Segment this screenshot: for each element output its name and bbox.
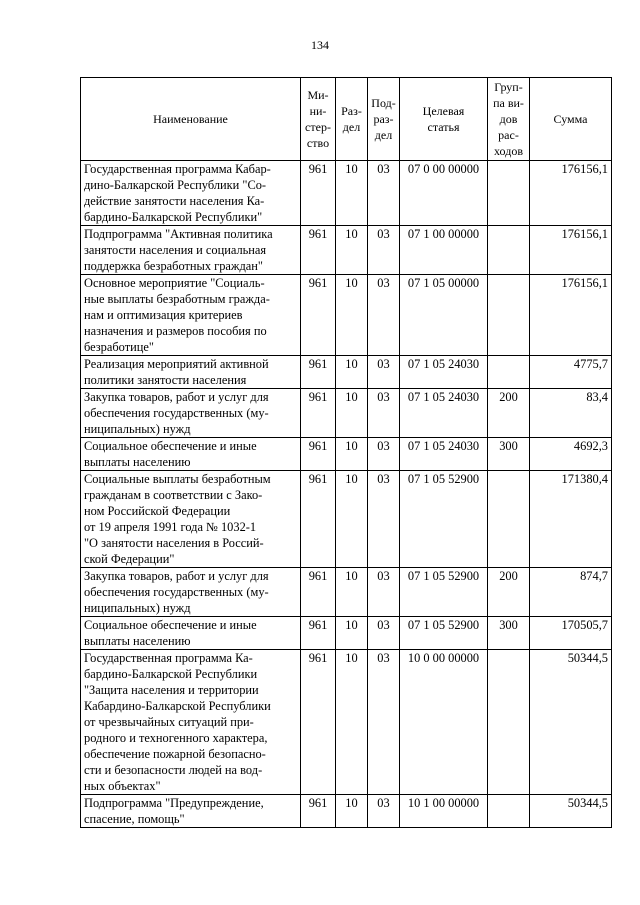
row-name-line: Социальные выплаты безработным [84, 472, 271, 486]
row-name-line: ном Российской Федерации [84, 504, 231, 518]
row-sum: 874,7 [530, 568, 612, 617]
header-line: дел [374, 128, 393, 142]
row-subsection: 03 [368, 617, 400, 650]
row-section: 10 [336, 795, 368, 828]
row-name-line: поддержка безработных граждан" [84, 259, 263, 273]
row-subsection: 03 [368, 226, 400, 275]
header-line: дел [342, 120, 361, 134]
row-name-line: Закупка товаров, работ и услуг для [84, 569, 269, 583]
row-name [81, 275, 301, 356]
row-subsection: 03 [368, 568, 400, 617]
row-name-line: занятости населения и социальная [84, 243, 267, 257]
row-expense-group [488, 161, 530, 226]
row-section: 10 [336, 568, 368, 617]
row-subsection: 03 [368, 650, 400, 795]
table-header-row [81, 78, 612, 161]
header-line: рас- [498, 128, 519, 142]
row-name [81, 389, 301, 438]
row-target-article: 07 1 05 24030 [400, 389, 488, 438]
row-target-article: 07 1 05 52900 [400, 568, 488, 617]
row-name [81, 795, 301, 828]
row-ministry: 961 [301, 617, 336, 650]
row-target-article: 07 1 05 24030 [400, 438, 488, 471]
row-name-line: дино-Балкарской Республики "Со- [84, 178, 267, 192]
row-ministry: 961 [301, 568, 336, 617]
table-row [81, 795, 612, 828]
header-line: стер- [305, 120, 331, 134]
row-name-line: назначения и размеров пособия по [84, 324, 267, 338]
row-sum: 50344,5 [530, 795, 612, 828]
row-sum: 171380,4 [530, 471, 612, 568]
row-expense-group [488, 356, 530, 389]
row-section: 10 [336, 389, 368, 438]
row-name-line: ниципальных) нужд [84, 422, 191, 436]
row-sum: 176156,1 [530, 161, 612, 226]
row-name [81, 650, 301, 795]
row-sum: 83,4 [530, 389, 612, 438]
row-name-line: обеспечения государственных (му- [84, 406, 269, 420]
row-section: 10 [336, 275, 368, 356]
row-name-line: бардино-Балкарской Республики [84, 667, 258, 681]
row-subsection: 03 [368, 438, 400, 471]
row-name-line: ных объектах" [84, 779, 161, 793]
row-name-line: Социальное обеспечение и иные [84, 618, 257, 632]
row-name-line: "Защита населения и территории [84, 683, 259, 697]
table-row [81, 356, 612, 389]
row-subsection: 03 [368, 161, 400, 226]
row-name-line: Государственная программа Ка- [84, 651, 253, 665]
row-expense-group: 300 [488, 438, 530, 471]
row-target-article: 07 1 05 52900 [400, 471, 488, 568]
row-expense-group [488, 275, 530, 356]
row-name-line: Государственная программа Кабар- [84, 162, 271, 176]
row-name-line: от 19 апреля 1991 года № 1032-1 [84, 520, 257, 534]
table-row [81, 438, 612, 471]
row-name [81, 438, 301, 471]
header-line: ни- [309, 104, 327, 118]
row-target-article: 07 1 00 00000 [400, 226, 488, 275]
header-line: дов [499, 112, 518, 126]
row-name [81, 226, 301, 275]
header-line: Ми- [307, 88, 329, 102]
row-section: 10 [336, 161, 368, 226]
header-subsection [368, 78, 400, 161]
row-expense-group [488, 226, 530, 275]
row-expense-group [488, 471, 530, 568]
row-name-line: Закупка товаров, работ и услуг для [84, 390, 269, 404]
row-name-line: ные выплаты безработным гражда- [84, 292, 270, 306]
row-sum: 4775,7 [530, 356, 612, 389]
header-target-article [400, 78, 488, 161]
row-section: 10 [336, 471, 368, 568]
row-name [81, 471, 301, 568]
row-name-line: выплаты населению [84, 455, 191, 469]
row-name-line: бардино-Балкарской Республики" [84, 210, 263, 224]
row-subsection: 03 [368, 471, 400, 568]
row-name-line: ниципальных) нужд [84, 601, 191, 615]
header-line: ство [306, 136, 330, 150]
row-name-line: сти и безопасности людей на вод- [84, 763, 263, 777]
row-section: 10 [336, 226, 368, 275]
header-line: Под- [371, 96, 396, 110]
row-subsection: 03 [368, 275, 400, 356]
row-target-article: 10 0 00 00000 [400, 650, 488, 795]
header-ministry [301, 78, 336, 161]
table-row [81, 617, 612, 650]
row-subsection: 03 [368, 389, 400, 438]
row-name-line: Реализация мероприятий активной [84, 357, 269, 371]
page-number: 134 [311, 38, 329, 52]
row-name-line: ской Федерации" [84, 552, 175, 566]
row-name [81, 617, 301, 650]
row-ministry: 961 [301, 356, 336, 389]
header-section [336, 78, 368, 161]
row-sum: 176156,1 [530, 226, 612, 275]
row-ministry: 961 [301, 795, 336, 828]
header-line: ходов [494, 144, 523, 158]
table-body [81, 161, 612, 828]
row-name-line: обеспечения государственных (му- [84, 585, 269, 599]
row-target-article: 07 1 05 52900 [400, 617, 488, 650]
row-ministry: 961 [301, 161, 336, 226]
row-section: 10 [336, 356, 368, 389]
row-name-line: от чрезвычайных ситуаций при- [84, 715, 254, 729]
table-row [81, 161, 612, 226]
header-line: раз- [373, 112, 394, 126]
row-ministry: 961 [301, 226, 336, 275]
row-name-line: Подпрограмма "Активная политика [84, 227, 273, 241]
row-expense-group: 200 [488, 568, 530, 617]
row-name-line: действие занятости населения Ка- [84, 194, 265, 208]
row-section: 10 [336, 650, 368, 795]
row-name-line: выплаты населению [84, 634, 191, 648]
header-line: па ви- [493, 96, 524, 110]
row-name [81, 568, 301, 617]
row-expense-group: 300 [488, 617, 530, 650]
row-name-line: Социальное обеспечение и иные [84, 439, 257, 453]
table-row [81, 275, 612, 356]
row-sum: 4692,3 [530, 438, 612, 471]
header-line: статья [427, 120, 460, 134]
row-subsection: 03 [368, 356, 400, 389]
row-subsection: 03 [368, 795, 400, 828]
row-name-line: гражданам в соответствии с Зако- [84, 488, 263, 502]
row-sum: 176156,1 [530, 275, 612, 356]
row-section: 10 [336, 438, 368, 471]
row-ministry: 961 [301, 650, 336, 795]
row-ministry: 961 [301, 275, 336, 356]
row-target-article: 10 1 00 00000 [400, 795, 488, 828]
table-row [81, 389, 612, 438]
row-name-line: спасение, помощь" [84, 812, 185, 826]
row-expense-group [488, 650, 530, 795]
table-row [81, 471, 612, 568]
row-sum: 170505,7 [530, 617, 612, 650]
row-name-line: безработице" [84, 340, 154, 354]
row-name-line: Кабардино-Балкарской Республики [84, 699, 271, 713]
row-target-article: 07 1 05 00000 [400, 275, 488, 356]
table-row [81, 650, 612, 795]
header-line: Целевая [422, 104, 465, 118]
row-name-line: нам и оптимизация критериев [84, 308, 243, 322]
row-name-line: обеспечение пожарной безопасно- [84, 747, 266, 761]
row-name-line: политики занятости населения [84, 373, 247, 387]
row-name-line: Подпрограмма "Предупреждение, [84, 796, 264, 810]
table-row [81, 568, 612, 617]
row-name-line: Основное мероприятие "Социаль- [84, 276, 265, 290]
row-expense-group: 200 [488, 389, 530, 438]
budget-table [80, 77, 612, 828]
header-line: Груп- [494, 80, 523, 94]
row-ministry: 961 [301, 389, 336, 438]
row-name-line: "О занятости населения в Россий- [84, 536, 264, 550]
row-expense-group [488, 795, 530, 828]
header-line: Раз- [341, 104, 362, 118]
header-name: Наименование [81, 78, 301, 161]
header-expense-group [488, 78, 530, 161]
row-ministry: 961 [301, 438, 336, 471]
row-ministry: 961 [301, 471, 336, 568]
row-target-article: 07 1 05 24030 [400, 356, 488, 389]
row-section: 10 [336, 617, 368, 650]
row-name-line: родного и техногенного характера, [84, 731, 268, 745]
row-sum: 50344,5 [530, 650, 612, 795]
row-name [81, 161, 301, 226]
row-name [81, 356, 301, 389]
table-row [81, 226, 612, 275]
row-target-article: 07 0 00 00000 [400, 161, 488, 226]
header-sum: Сумма [530, 78, 612, 161]
